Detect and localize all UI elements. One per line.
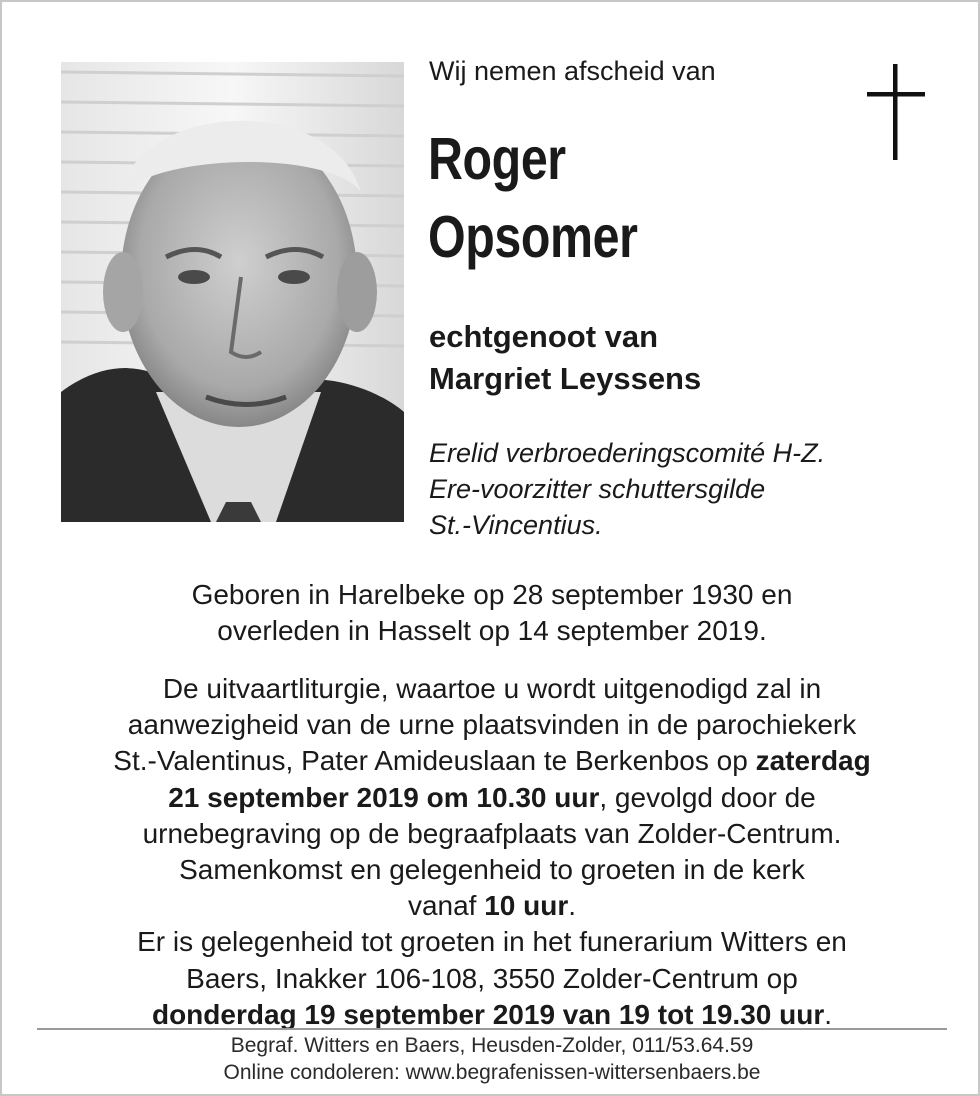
- funeral-datetime: 21 september 2019 om 10.30 uur: [168, 781, 600, 813]
- footer: [2, 1032, 980, 1086]
- spouse-info: [429, 316, 701, 400]
- funeral-line: urnebegraving op de begraafplaats van Zolder-Centrum.: [142, 817, 842, 849]
- visitation-datetime: donderdag 19 september 2019 van 19 tot 19.30 uur: [151, 998, 825, 1030]
- honors-list: [429, 435, 825, 543]
- birth-death-info: [2, 577, 980, 649]
- spouse-label: echtgenoot van: [429, 319, 659, 354]
- funeral-details: [2, 671, 980, 1033]
- condolence-link[interactable]: Online condoleren: www.begrafenissen-wittersenbaers.be: [223, 1061, 761, 1084]
- funeral-line: Er is gelegenheid tot groeten in het funerarium Witters en: [137, 926, 847, 958]
- footer-divider: [37, 1028, 947, 1030]
- funeral-day: zaterdag: [755, 745, 871, 777]
- intro-text: Wij nemen afscheid van: [429, 56, 716, 86]
- birth-line: Geboren in Harelbeke op 28 september 1930 en: [191, 579, 793, 610]
- death-line: overleden in Hasselt op 14 september 2019.: [217, 615, 767, 646]
- funeral-line: Baers, Inakker 106-108, 3550 Zolder-Centrum op: [186, 962, 798, 994]
- funeral-line: [2, 888, 980, 924]
- gathering-time: 10 uur: [484, 890, 569, 922]
- funeral-text: .: [568, 890, 577, 922]
- honor-line: Erelid verbroederingscomité H-Z.: [429, 438, 826, 468]
- portrait-photo: [61, 62, 404, 522]
- funeral-line: [2, 780, 980, 816]
- cross-icon: [867, 64, 925, 162]
- funeral-line: [2, 743, 980, 779]
- deceased-name: [428, 120, 638, 276]
- first-name: Roger: [428, 126, 566, 192]
- spouse-name: Margriet Leyssens: [429, 361, 702, 396]
- last-name: Opsomer: [428, 204, 638, 270]
- funeral-home-info: Begraf. Witters en Baers, Heusden-Zolder, 011/53.64.59: [230, 1034, 754, 1057]
- honor-line: St.-Vincentius.: [429, 510, 603, 540]
- funeral-text: vanaf: [407, 890, 485, 922]
- funeral-text: , gevolgd door de: [599, 781, 816, 813]
- honor-line: Ere-voorzitter schuttersgilde: [429, 474, 766, 504]
- funeral-line: aanwezigheid van de urne plaatsvinden in de parochiekerk: [127, 709, 857, 741]
- funeral-text: .: [824, 998, 833, 1030]
- funeral-text: St.-Valentinus, Pater Amideuslaan te Berkenbos op: [113, 745, 756, 777]
- funeral-line: Samenkomst en gelegenheid to groeten in de kerk: [179, 854, 805, 886]
- funeral-line: De uitvaartliturgie, waartoe u wordt uitgenodigd zal in: [162, 673, 822, 704]
